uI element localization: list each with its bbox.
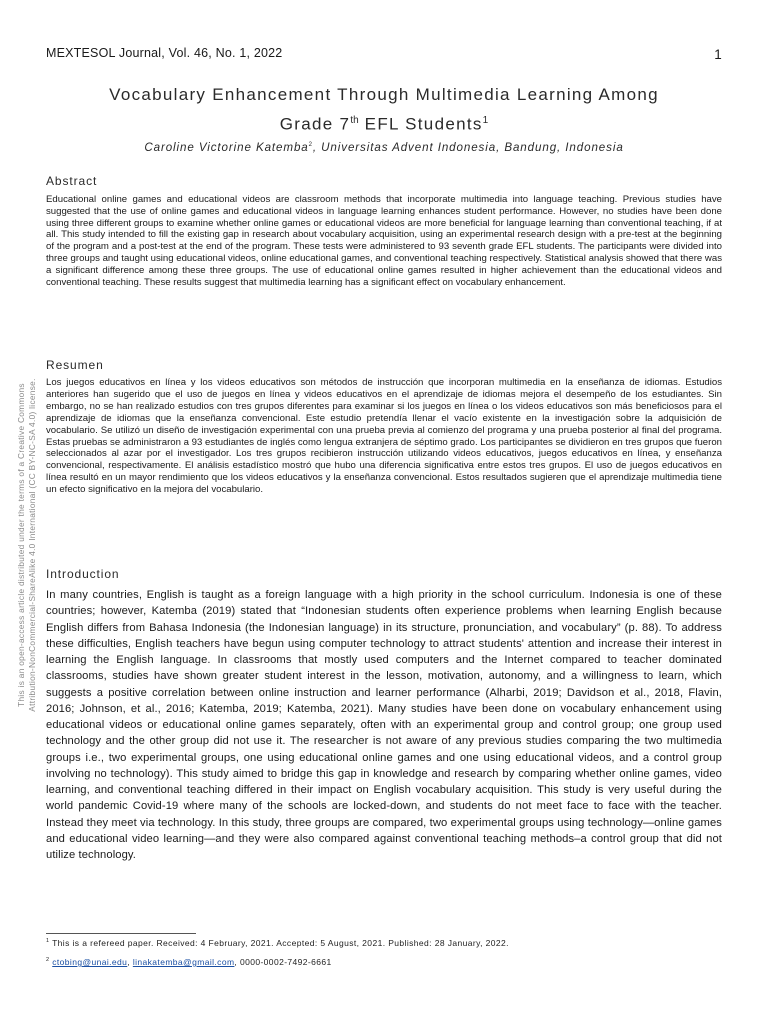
- title-ordinal: th: [350, 115, 359, 126]
- author-line: [46, 141, 722, 154]
- email-link-1[interactable]: ctobing@unai.edu: [52, 957, 128, 967]
- footnote-1-mark: 1: [46, 938, 50, 945]
- journal-citation: MEXTESOL Journal, Vol. 46, No. 1, 2022: [46, 46, 283, 60]
- footnote-1-text: This is a refereed paper. Received: 4 February, 2021. Accepted: 5 August, 2021. Published:: [49, 938, 435, 948]
- title-line-2: [46, 108, 722, 138]
- author-affiliation: , Universitas Advent Indonesia, Bandung, Indonesia: [312, 141, 624, 154]
- introduction-heading: Introduction: [46, 567, 120, 581]
- license-line-2: Attribution-NonCommercial-ShareAlike 4.0 International (CC BY-NC-SA 4.0) license.: [27, 378, 37, 712]
- page-number: 1: [714, 47, 722, 62]
- author-name: Caroline Victorine Katemba: [144, 141, 309, 154]
- abstract-text: Educational online games and educational videos are classroom methods that incorporate multimedia into language teaching. Previous studies have suggested that the use of online games and educational videos in language learning enhances student performance. However, no studies have been done using three different groups to examine whether online games or educational videos are more beneficial for language learning than conventional teaching, if at all. This study intended to fill the existing gap in research about vocabulary acquisition, using an experimental research design with a pre-test at the beginning of the program and a post-test at the end of the program. These tests were administered to 93 seventh grade EFL students. The participants were divided into three groups and taught using educational videos, online educational games, and conventional teaching respectively. Statistical analysis showed that there was a significant difference among these three groups. The use of educational online games resulted in higher achievement than the educational videos and conventional teaching. These results suggest that multimedia learning has a significant effect on vocabulary enhancement.: [46, 194, 722, 288]
- email-link-2[interactable]: linakatemba@gmail.com: [132, 957, 235, 967]
- license-line-1: This is an open-access article distributed under the terms of a Creative Commons: [16, 383, 26, 707]
- footnote-2: [46, 957, 722, 967]
- email-separator: ,: [127, 957, 133, 967]
- footnote-1: [46, 938, 722, 948]
- running-header: [46, 46, 722, 64]
- title-students: EFL Students: [358, 114, 483, 134]
- title-footnote-mark: 1: [482, 115, 489, 126]
- orcid-id: , 0000-0002-7492-6661: [234, 957, 332, 967]
- footnote-1-published: 28 January, 2022.: [434, 938, 509, 948]
- resumen-heading: Resumen: [46, 358, 104, 372]
- author-footnote-mark: 2: [308, 142, 313, 149]
- paper-title: [46, 82, 722, 138]
- introduction-text: In many countries, English is taught as a foreign language with a high priority in the school curriculum. Indonesia is one of these countries; however, Katemba (2019) stated that “Indonesian students often experience problems when learning English because English differs from Bahasa Indonesia (the Indonesian language) in its structure, pronunciation, and vocabulary” (p. 88). To address these difficulties, English teachers have begun using computer technology to attract students' attention and increase their interest in learning the English language. In classrooms that mostly used computers and the Internet compared to teacher dominated classrooms, studies have shown greater student interest in the lesson, motivation, autonomy, and a willingness to learn, which suggests a positive correlation between online instruction and learner performance (Alharbi, 2019; Davidson et al., 2018, Flavin, 2016; Johnson, et al., 2016; Katemba, 2019; Katemba, 2021). Many studies have been done on vocabulary enhancement using educational videos or educational online games separately, often with an experimental group and control group; one group used technology and the other group did not use it. The researcher is not aware of any previous studies comparing the two multimedia groups i.e., two experimental groups, one using educational online games and one using educational videos, and a control group involving no technology). This study aimed to bridge this gap in knowledge and research by comparing whether online games, video learning, and conventional teaching differed in their impact on English vocabulary acquisition. This study is very useful during the world pandemic Covid-19 where many of the schools are locked-down, and students do not meet face to face with the teacher. Instead they meet via technology. In this study, three groups are compared, two experimental groups using technology—online games and educational video learning—and they were also compared against conventional teaching methods–a control group that did not utilize technology.: [46, 589, 722, 861]
- license-note: [16, 315, 38, 775]
- resumen-text: Los juegos educativos en línea y los videos educativos son métodos de instrucción que incorporan multimedia en la enseñanza de idiomas. Estudios anteriores han sugerido que el uso de juegos en línea y videos educativos en el aprendizaje de idiomas mejora el desempeño de los estudiantes. Sin embargo, no se han realizado estudios con tres grupos diferentes para examinar si los juegos en línea o los videos educativos son más beneficiosos para el aprendizaje de idiomas que la enseñanza convencional. Este estudio pretendía llenar el vacío existente en la investigación sobre la adquisición de vocabulario. Se utilizó un diseño de investigación experimental con una prueba previa al comienzo del programa y una prueba posterior al final del programa. Estas pruebas se administraron a 93 estudiantes de inglés como lengua extranjera de séptimo grado. Los participantes se dividieron en tres grupos que fueron seleccionados al azar por el investigador. Los tres grupos recibieron instrucción utilizando videos educativos, juegos educativos en línea, y enseñanza convencional, respectivamente. El análisis estadístico mostró que hubo una diferencia significativa entre estos tres grupos. El uso de juegos educativos en línea resultó en un mayor rendimiento que los videos educativos y la enseñanza convencional. Estos resultados sugieren que el aprendizaje multimedia tiene un efecto significativo en la mejora del vocabulario.: [46, 377, 722, 496]
- title-grade: Grade 7: [279, 114, 351, 134]
- title-line-1: Vocabulary Enhancement Through Multimedia Learning Among: [109, 85, 659, 104]
- abstract-heading: Abstract: [46, 174, 98, 188]
- footnote-2-mark: 2: [46, 957, 50, 964]
- footnote-divider: [46, 933, 196, 934]
